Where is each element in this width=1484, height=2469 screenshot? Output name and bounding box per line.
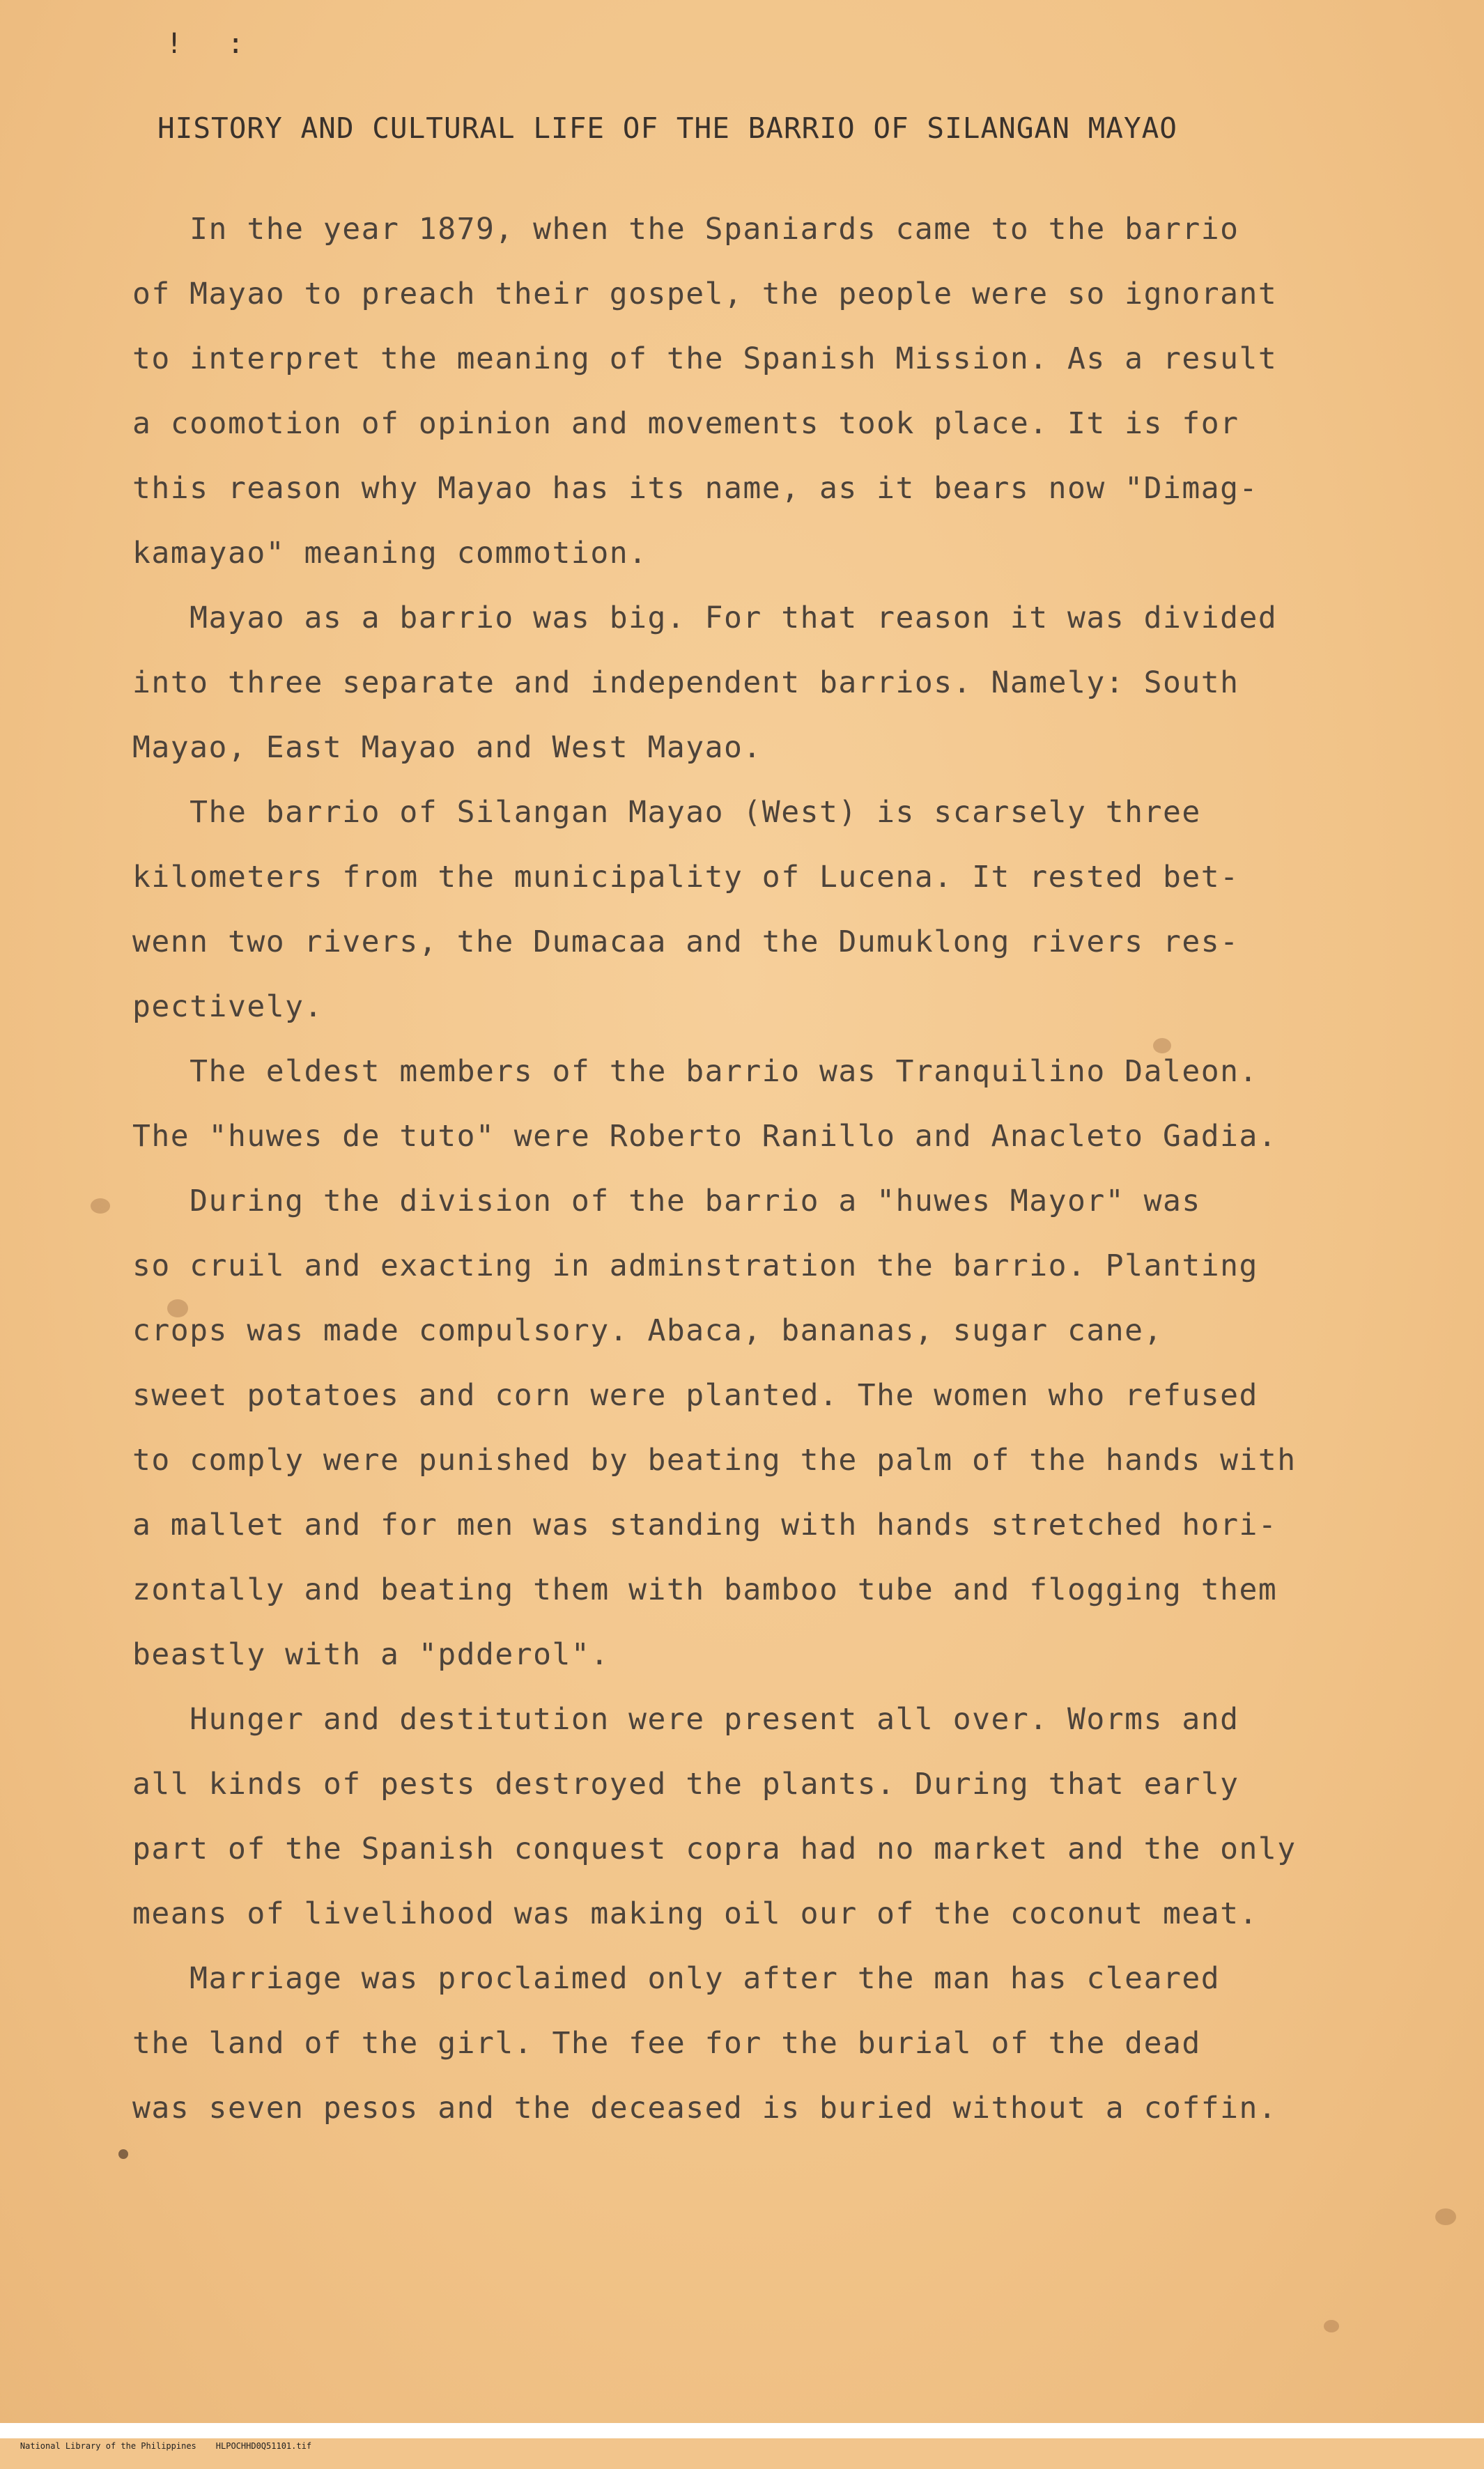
text-line: to comply were punished by beating the palm of the hands with: [132, 1443, 1297, 1478]
text-line: beastly with a "pdderol".: [132, 1637, 610, 1672]
text-line: The "huwes de tuto" were Roberto Ranillo and Anacleto Gadia.: [132, 1119, 1278, 1154]
text-line: a coomotion of opinion and movements took place. It is for: [132, 406, 1239, 441]
footer-file-id: HLPOCHHD0Q51101.tif: [215, 2441, 312, 2451]
text-line: During the division of the barrio a "huwes Mayor" was: [132, 1184, 1201, 1218]
text-line: The barrio of Silangan Mayao (West) is scarsely three: [132, 795, 1201, 830]
text-line: Hunger and destitution were present all over. Worms and: [132, 1702, 1239, 1737]
text-line: wenn two rivers, the Dumacaa and the Dumuklong rivers res-: [132, 924, 1239, 959]
text-line: was seven pesos and the deceased is buried without a coffin.: [132, 2091, 1278, 2126]
document-body: [132, 197, 1359, 2141]
text-line: kamayao" meaning commotion.: [132, 536, 648, 571]
text-line: pectively.: [132, 989, 323, 1024]
footer-strip: [0, 2423, 1484, 2451]
text-line: kilometers from the municipality of Lucena. It rested bet-: [132, 860, 1239, 895]
text-line: zontally and beating them with bamboo tube and flogging them: [132, 1572, 1278, 1607]
stain-mark: [118, 2149, 128, 2159]
text-line: Mayao, East Mayao and West Mayao.: [132, 730, 762, 765]
margin-marks: ! :: [166, 28, 258, 60]
stain-mark: [1153, 1038, 1171, 1053]
stain-mark: [1324, 2320, 1339, 2332]
text-line: part of the Spanish conquest copra had no market and the only: [132, 1832, 1297, 1866]
text-line: the land of the girl. The fee for the burial of the dead: [132, 2026, 1201, 2061]
text-line: The eldest members of the barrio was Tranquilino Daleon.: [132, 1054, 1258, 1089]
stain-mark: [1435, 2208, 1456, 2225]
text-line: Mayao as a barrio was big. For that reason it was divided: [132, 601, 1278, 635]
text-line: so cruil and exacting in adminstration the barrio. Planting: [132, 1248, 1258, 1283]
text-line: In the year 1879, when the Spaniards came to the barrio: [132, 212, 1239, 247]
text-line: all kinds of pests destroyed the plants. During that early: [132, 1767, 1239, 1802]
text-line: into three separate and independent barrios. Namely: South: [132, 665, 1239, 700]
text-line: crops was made compulsory. Abaca, bananas, sugar cane,: [132, 1313, 1163, 1348]
footer-library: National Library of the Philippines: [20, 2441, 196, 2451]
text-line: of Mayao to preach their gospel, the people were so ignorant: [132, 277, 1278, 311]
text-line: sweet potatoes and corn were planted. The women who refused: [132, 1378, 1258, 1413]
text-line: a mallet and for men was standing with hands stretched hori-: [132, 1508, 1278, 1542]
stain-mark: [91, 1198, 110, 1214]
text-line: Marriage was proclaimed only after the man has cleared: [132, 1961, 1221, 1996]
text-line: means of livelihood was making oil our of the coconut meat.: [132, 1896, 1258, 1931]
stain-mark: [167, 1299, 188, 1317]
document-title: HISTORY AND CULTURAL LIFE OF THE BARRIO OF SILANGAN MAYAO: [157, 111, 1177, 145]
text-line: to interpret the meaning of the Spanish Mission. As a result: [132, 341, 1278, 376]
text-line: this reason why Mayao has its name, as it bears now "Dimag-: [132, 471, 1258, 506]
